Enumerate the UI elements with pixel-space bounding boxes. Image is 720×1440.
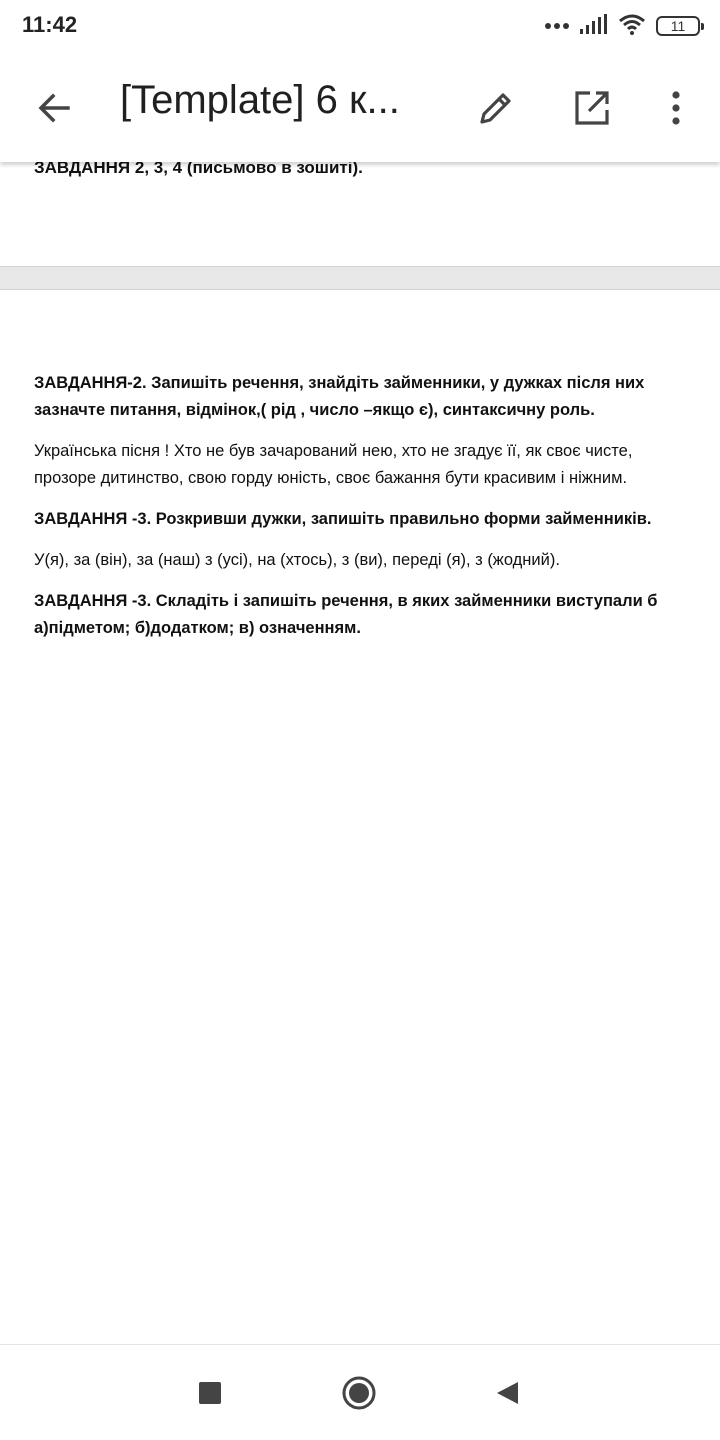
page-separator (0, 266, 720, 290)
open-external-icon (572, 88, 612, 128)
status-bar (0, 0, 720, 52)
navigation-bar (0, 1344, 720, 1440)
edit-button[interactable] (470, 80, 522, 136)
task3-heading: ЗАВДАННЯ -3. Розкривши дужки, запишіть правильно форми займенників. (34, 510, 652, 528)
back-button[interactable] (26, 80, 82, 136)
task3b-heading: ЗАВДАННЯ -3. Складіть і запишіть речення, в яких займенники виступали б а)підметом; б)додатком; в) означенням. (34, 592, 658, 637)
status-icons (544, 14, 700, 38)
pencil-icon (476, 88, 516, 128)
battery-level: 11 (670, 18, 686, 34)
status-time: 11:42 (22, 12, 78, 37)
document-content (34, 370, 694, 656)
home-circle-icon[interactable] (341, 1375, 377, 1411)
document-title: [Template] 6 к... (120, 78, 400, 122)
more-options-button[interactable] (652, 80, 700, 136)
back-arrow-icon (36, 90, 72, 126)
document-page-previous (0, 162, 720, 266)
wifi-icon (618, 13, 646, 40)
document-page[interactable] (0, 290, 720, 1344)
dots-icon (544, 17, 570, 35)
task2-text: Українська пісня ! Хто не був зачарований нею, хто не згадує її, як своє чисте, прозоре дитинство, свою горду юність, своє бажання бути красивим і ніжним. (34, 442, 633, 487)
back-triangle-icon[interactable] (494, 1380, 520, 1406)
task2-heading: ЗАВДАННЯ-2. Запишіть речення, знайдіть займенники, у дужках після них зазначте питання, відмінок,( рід , число –якщо є), синтаксичну роль. (34, 374, 645, 419)
battery-icon (656, 16, 700, 36)
more-vert-icon (670, 90, 682, 126)
page1-tail-text: ЗАВДАННЯ 2, 3, 4 (письмово в зошиті). (34, 162, 363, 177)
signal-icon (580, 14, 608, 39)
open-external-button[interactable] (566, 80, 618, 136)
app-bar (0, 52, 720, 162)
recents-square-icon[interactable] (199, 1382, 221, 1404)
task3-text: У(я), за (він), за (наш) з (усі), на (хтось), з (ви), переді (я), з (жодний). (34, 551, 560, 569)
